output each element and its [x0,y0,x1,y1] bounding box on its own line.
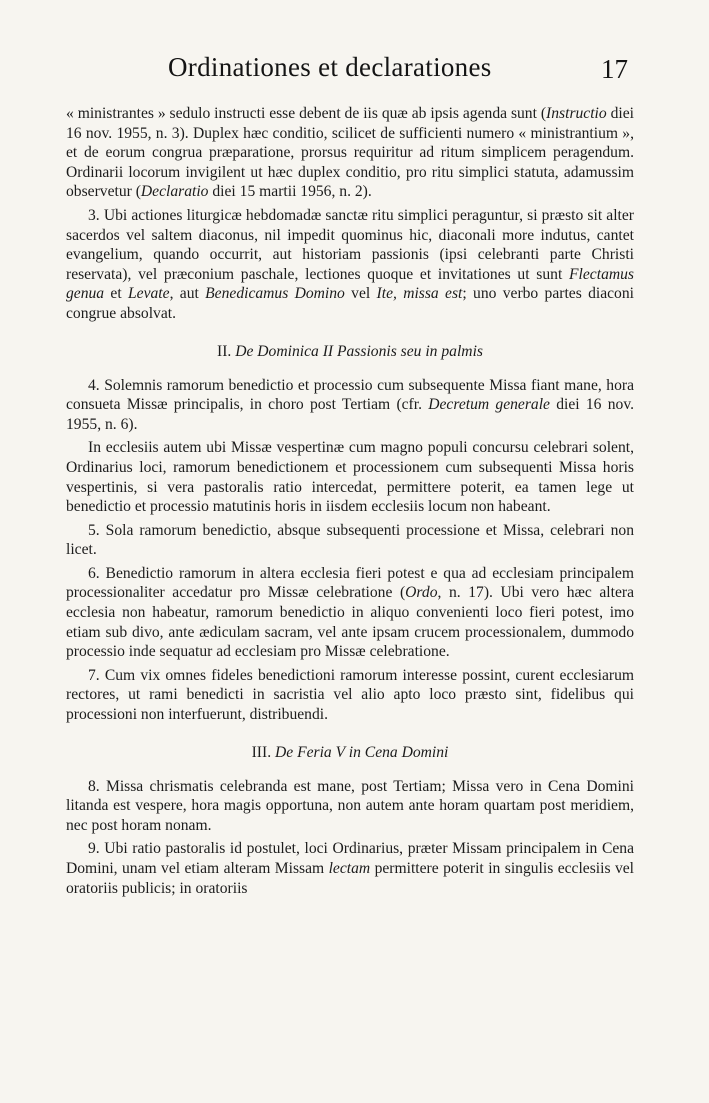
text-run: 9. Ubi ratio pastoralis id postulet, loci Ordinarius, præter Missam principalem in Cena Domini, unam vel etiam alteram Missam [66,840,634,877]
italic-phrase: Levate [128,285,170,303]
paragraph-4 [66,376,634,435]
text-run: « ministrantes » sedulo instructi esse debent de iis quæ ab ipsis agenda sunt ( [66,105,547,122]
text-run: permittere poterit in singulis ecclesiis vel oratoriis publicis; in oratoriis [66,860,634,897]
section-title: De Dominica II Passionis seu in palmis [235,342,483,360]
text-run: 3. Ubi actiones liturgicæ hebdomadæ sanctæ ritu simplici peraguntur, si præsto sit alter sacerdos vel saltem diaconus, nil impedit quominus hic, diaconali more indutus, cantet evangelium, quando occurrit, aut historiam passionis (ipsi celebranti parte Christi reservata), vel præconium paschale, lectiones quoque et invitationes ut sunt [66,206,634,283]
section-numeral: III. [251,743,272,761]
section-heading-iii [66,743,634,763]
section-numeral: II. [217,342,232,360]
text-run: diei 16 nov. 1955, n. 3). Duplex hæc conditio, scilicet de sufficienti numero « ministrantium », et de eorum congrua præparatione, prorsus requiritur ad ritum simplicem peragendum. Ordinarii locorum invigilent ut hæc duplex conditio, pro ritu simplici statuta, adamussim observetur ( [66,105,634,201]
italic-citation: Ordo [405,584,438,602]
section-title: De Feria V in Cena Domini [275,743,449,761]
paragraph-5: 5. Sola ramorum benedictio, absque subsequenti processione et Missa, celebrari non licet. [66,521,634,559]
text-run: diei 16 nov. 1955, n. 6). [66,396,635,433]
paragraph-9 [66,839,634,898]
text-run: vel [344,285,377,303]
document-page [66,48,634,898]
page-header [66,48,634,98]
text-run: 6. Benedictio ramorum in altera ecclesia fieri potest e qua ad ecclesiam principalem processionaliter accedatur pro Missæ celebratione ( [66,564,634,602]
italic-phrase: Benedicamus Domino [205,285,345,303]
italic-phrase: Flectamus genua [66,265,634,303]
text-run: , n. 17). Ubi vero hæc altera ecclesia non habeatur, ramorum benedictio in aliquo convenienti loco fieri potest, imo etiam sub divo, ante ædiculam sacram, vel ante ipsam crucem processionalem, dummodo processio inde sequatur ad ecclesiam pro Missæ celebratione. [66,584,634,661]
italic-citation: Decretum generale [428,396,550,414]
paragraph-6 [66,564,634,662]
page-body [66,104,634,898]
paragraph-continuation [66,104,634,202]
italic-citation: Declaratio [140,183,209,201]
paragraph-7: 7. Cum vix omnes fideles benedictioni ramorum interesse possint, curent ecclesiarum rectores, ut rami benedicti in sacristia vel alio apto loco præsto sint, fidelibus qui processioni non interfuerunt, distribuendi. [66,666,634,724]
text-run: et [104,285,128,303]
text-run: diei 15 martii 1956, n. 2). [208,183,372,201]
paragraph-8: 8. Missa chrismatis celebranda est mane, post Tertiam; Missa vero in Cena Domini litanda est vespere, hora magis opportuna, non autem ante horam quartam post meridiem, nec post horam nonam. [66,777,634,834]
italic-phrase: Ite, missa est [376,285,463,303]
paragraph-3 [66,206,634,324]
italic-word: lectam [328,860,371,877]
text-run: ; uno verbo partes diaconi congrue absolvat. [66,285,634,322]
italic-citation: Instructio [546,105,607,122]
text-run: , aut [169,285,206,303]
text-run: 4. Solemnis ramorum benedictio et processio cum subsequente Missa fiant mane, hora consueta Missæ principalis, in choro post Tertiam (cfr. [66,376,634,414]
paragraph-4-continued: In ecclesiis autem ubi Missæ vespertinæ cum magno populi concursu celebrari solent, Ordinarius loci, ramorum benedictionem et processionem cum subsequenti Missa horis vespertinis, si vera pastoralis ratio intercedat, permittere poterit, ea tamen lege ut benedictio et processio matutinis horis in iisdem ecclesiis locum non habeant. [66,439,634,516]
page-number: 17 [601,54,628,84]
section-heading-ii [66,342,634,362]
running-title: Ordinationes et declarationes [168,52,492,82]
